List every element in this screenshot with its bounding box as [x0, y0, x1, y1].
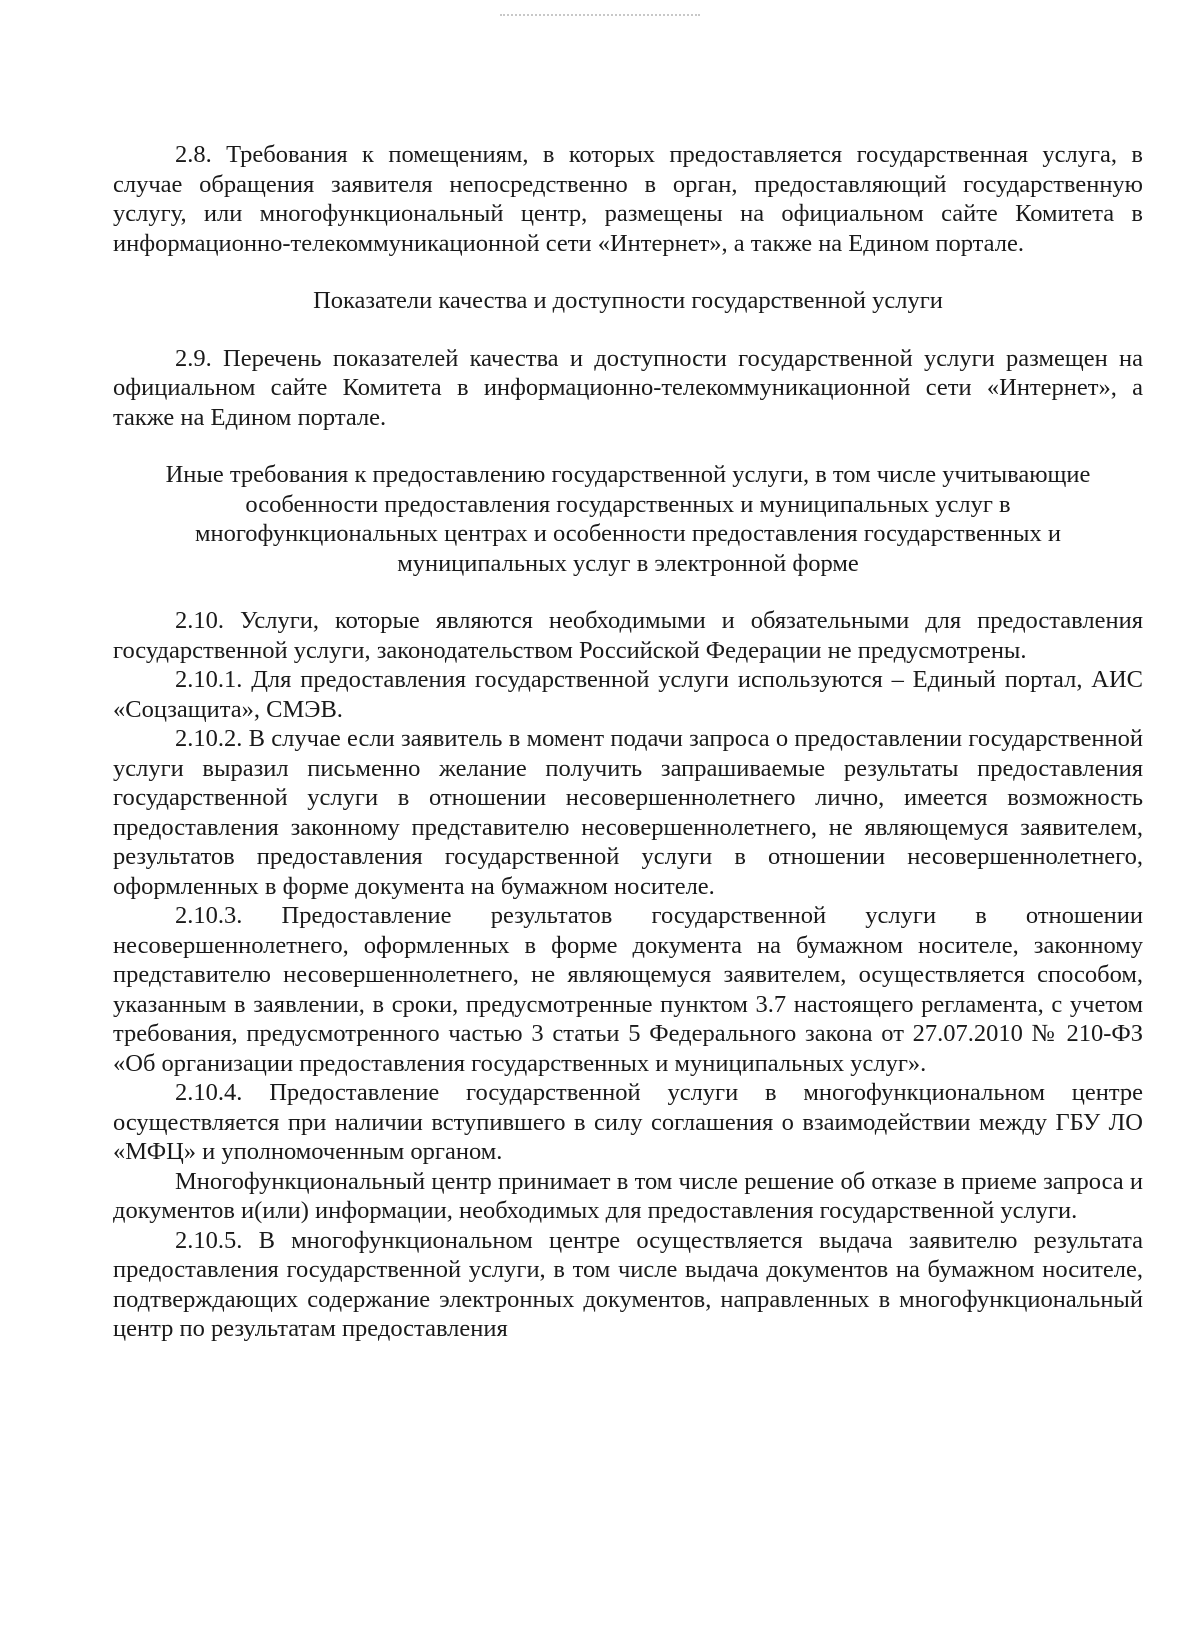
paragraph-mfc: Многофункциональный центр принимает в том числе решение об отказе в приеме запроса и документов и(или) информации, необходимых для предоставления государственной услуги.: [113, 1167, 1143, 1224]
paragraph-2-9: 2.9. Перечень показателей качества и доступности государственной услуги размещен на официальном сайте Комитета в информационно-телекоммуникационной сети «Интернет», а также на Едином портале.: [113, 344, 1143, 431]
paragraph-2-10-1: 2.10.1. Для предоставления государственной услуги используются – Единый портал, АИС «Соцзащита», СМЭВ.: [113, 666, 1143, 723]
paragraph-2-10-3: 2.10.3. Предоставление результатов государственной услуги в отношении несовершеннолетнего, оформленных в форме документа на бумажном носителе, законному представителю несовершеннолетнего, не являющемуся заявителем, осуществляется способом, указанным в заявлении, в сроки, предусмотренные пунктом 3.7 настоящего регламента, с учетом требования, предусмотренного частью 3 статьи 5 Федерального закона от 27.07.2010 № 210-ФЗ «Об организации предоставления государственных и муниципальных услуг».: [113, 902, 1143, 1077]
paragraph-2-10: 2.10. Услуги, которые являются необходимыми и обязательными для предоставления государственной услуги, законодательством Российской Федерации не предусмотрены.: [113, 607, 1143, 664]
heading-quality: Показатели качества и доступности государственной услуги: [313, 287, 943, 314]
scan-artifact: [500, 14, 700, 18]
paragraph-2-10-4: 2.10.4. Предоставление государственной услуги в многофункциональном центре осуществляется при наличии вступившего в силу соглашения о взаимодействии между ГБУ ЛО «МФЦ» и уполномоченным органом.: [113, 1079, 1143, 1165]
paragraph-2-8: 2.8. Требования к помещениям, в которых предоставляется государственная услуга, в случае обращения заявителя непосредственно в орган, предоставляющий государственную услугу, или многофункциональный центр, размещены на официальном сайте Комитета в информационно-телекоммуникационной сети «Интернет», а также на Едином портале.: [113, 141, 1143, 257]
document-body: [113, 140, 1143, 1344]
heading-other-requirements: Иные требования к предоставлению государственной услуги, в том числе учитывающие особенности предоставления государственных и муниципальных услуг в многофункциональных центрах и особенности предоставления государственных и муниципальных услуг в электронной форме: [165, 461, 1091, 577]
paragraph-2-10-2: 2.10.2. В случае если заявитель в момент подачи запроса о предоставлении государственной услуги выразил письменно желание получить запрашиваемые результаты предоставления государственной услуги в отношении несовершеннолетнего лично, имеется возможность предоставления законному представителю несовершеннолетнего, не являющемуся заявителем, результатов предоставления государственной услуги в отношении несовершеннолетнего, оформленных в форме документа на бумажном носителе.: [113, 725, 1143, 900]
paragraph-2-10-5: 2.10.5. В многофункциональном центре осуществляется выдача заявителю результата предоставления государственной услуги, в том числе выдача документов на бумажном носителе, подтверждающих содержание электронных документов, направленных в многофункциональный центр по результатам предоставления: [113, 1226, 1143, 1342]
